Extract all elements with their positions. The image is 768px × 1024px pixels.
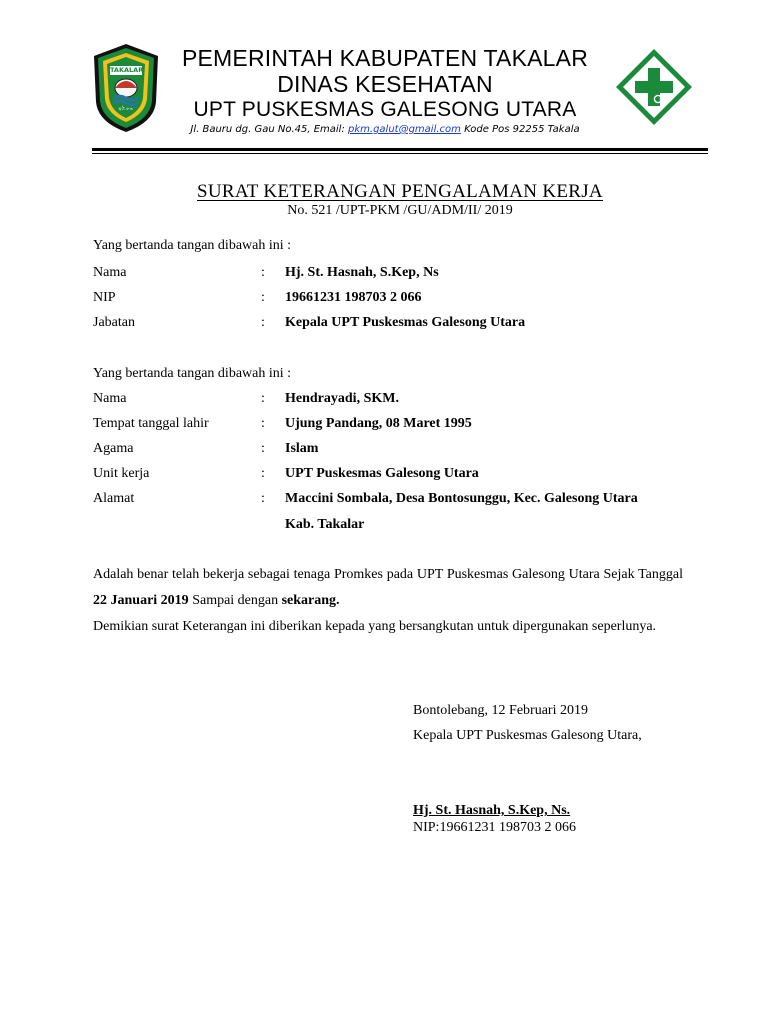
signature-name: Hj. St. Hasnah, S.Kep, Ns. xyxy=(413,803,571,818)
subject-unit-label: Unit kerja xyxy=(93,466,150,481)
subject-address-value: Maccini Sombala, Desa Bontosunggu, Kec. Galesong Utara xyxy=(285,491,638,506)
signature-position: Kepala UPT Puskesmas Galesong Utara, xyxy=(413,728,642,743)
email-link[interactable]: pkm.galut@gmail.com xyxy=(348,124,461,135)
subject-name-label: Nama xyxy=(93,391,127,406)
statement-paragraph xyxy=(93,562,683,614)
subject-religion-label: Agama xyxy=(93,441,134,456)
letterhead-department: DINAS KESEHATAN xyxy=(277,71,493,97)
signature-nip: NIP:19661231 198703 2 066 xyxy=(413,820,576,835)
subject-religion-value: Islam xyxy=(285,441,319,456)
subject-birth-label: Tempat tanggal lahir xyxy=(93,416,209,431)
signer-nip-colon: : xyxy=(261,290,265,305)
signature-place-date: Bontolebang, 12 Februari 2019 xyxy=(413,703,588,718)
signer-position-colon: : xyxy=(261,315,265,330)
subject-birth-value: Ujung Pandang, 08 Maret 1995 xyxy=(285,416,472,431)
document-title xyxy=(92,181,708,203)
signer-name-colon: : xyxy=(261,265,265,280)
subject-name-value: Hendrayadi, SKM. xyxy=(285,391,399,406)
signer-name-value: Hj. St. Hasnah, S.Kep, Ns xyxy=(285,265,439,280)
closing-paragraph: Demikian surat Keterangan ini diberikan kepada yang bersangkutan untuk dipergunakan seperlunya. xyxy=(93,619,657,634)
end-date: sekarang. xyxy=(281,593,340,608)
logo-script-text: ᨔᨘᨅᨛᨀᨊ xyxy=(118,106,134,112)
document-title-text: SURAT KETERANGAN PENGALAMAN KERJA xyxy=(197,181,603,202)
letterhead-unit: UPT PUSKESMAS GALESONG UTARA xyxy=(193,98,577,121)
subject-intro: Yang bertanda tangan dibawah ini : xyxy=(93,366,292,381)
subject-address-colon: : xyxy=(261,491,265,506)
signer-name-label: Nama xyxy=(93,265,127,280)
signer-position-value: Kepala UPT Puskesmas Galesong Utara xyxy=(285,315,526,330)
start-date: 22 Januari 2019 xyxy=(93,593,189,608)
address-suffix: Kode Pos 92255 Takala xyxy=(460,124,580,135)
letterhead-divider-thin xyxy=(92,153,708,154)
puskesmas-logo xyxy=(615,48,693,126)
subject-address-label: Alamat xyxy=(93,491,135,506)
signer-position-label: Jabatan xyxy=(93,315,135,330)
signer-nip-value: 19661231 198703 2 066 xyxy=(285,290,422,305)
signer-nip-label: NIP xyxy=(93,290,116,305)
subject-unit-value: UPT Puskesmas Galesong Utara xyxy=(285,466,479,481)
subject-name-colon: : xyxy=(261,391,265,406)
logo-label-text: TAKALAR xyxy=(110,66,144,74)
document-number: No. 521 /UPT-PKM /GU/ADM/II/ 2019 xyxy=(287,203,513,218)
letterhead-divider-thick xyxy=(92,148,708,151)
signer-intro: Yang bertanda tangan dibawah ini : xyxy=(93,238,292,253)
subject-address-line2: Kab. Takalar xyxy=(285,517,365,532)
subject-religion-colon: : xyxy=(261,441,265,456)
letterhead-address xyxy=(150,123,620,137)
address-prefix: Jl. Bauru dg. Gau No.45, Email: xyxy=(190,124,349,135)
statement-mid: Sampai dengan xyxy=(188,593,282,608)
subject-unit-colon: : xyxy=(261,466,265,481)
subject-birth-colon: : xyxy=(261,416,265,431)
statement-text: Adalah benar telah bekerja sebagai tenaga Promkes pada UPT Puskesmas Galesong Utara Sejak Tanggal xyxy=(93,567,683,582)
letterhead-government: PEMERINTAH KABUPATEN TAKALAR xyxy=(181,45,589,71)
